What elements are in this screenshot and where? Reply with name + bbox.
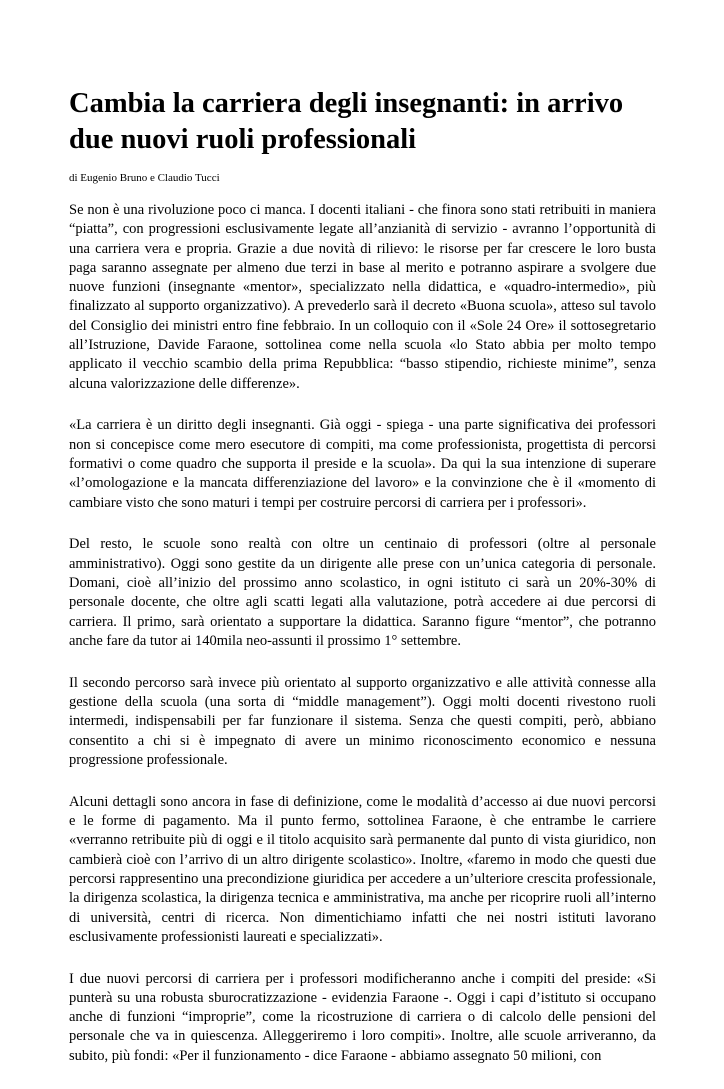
paragraph: Il secondo percorso sarà invece più orientato al supporto organizzativo e alle attività connesse alla gestione della scuola (una sorta di “middle management”). Oggi molti docenti rivestono ruoli intermedi, indispensabili per far funzionare il sistema. Senza che questi compiti, però, abbiano consentito a chi si è impegnato di avere un minimo riconoscimento economico e nessuna progressione professionale. [69, 674, 656, 768]
paragraph: Se non è una rivoluzione poco ci manca. I docenti italiani - che finora sono stati retribuiti in maniera “piatta”, con progressioni esclusivamente legate all’anzianità di servizio - avranno l’opportunità di una carriera vera e propria. Grazie a due novità di rilievo: le risorse per far crescere le loro busta paga saranno assegnate per almeno due terzi in base al merito e potranno aspirare a svolgere due nuove funzioni (insegnante «mentor», specializzato nella didattica, e «quadro-intermedio», più finalizzato al supporto organizzativo). A prevederlo sarà il decreto «Buona scuola», atteso sul tavolo del Consiglio dei ministri entro fine febbraio. In un colloquio con il «Sole 24 Ore» il sottosegretario all’Istruzione, Davide Faraone, sottolinea come nella scuola «lo Stato abbia per molto tempo applicato il vecchio scambio della prima Repubblica: “basso stipendio, richieste minime”, senza alcuna valorizzazione delle differenze». [69, 202, 656, 392]
article-body [69, 201, 656, 1089]
paragraph: Del resto, le scuole sono realtà con oltre un centinaio di professori (oltre al personale amministrativo). Oggi sono gestite da un dirigente alle prese con un’unica categoria di personale. Domani, cioè all’inizio del prossimo anno scolastico, in ogni istituto ci sarà un 20%-30% di personale docente, che oltre agli scatti legati alla valutazione, potrà accedere ai due percorsi di carriera. Il primo, sarà orientato a supportare la didattica. Saranno figure “mentor”, che potranno anche fare da tutor ai 140mila neo-assunti il prossimo 1° settembre. [69, 536, 656, 649]
paragraph: «La carriera è un diritto degli insegnanti. Già oggi - spiega - una parte significativa dei professori non si concepisce come mero esecutore di compiti, ma come professionista, progettista di percorsi formativi o come quadro che supporta il preside e la scuola». Da qui la sua intenzione di superare «l’omologazione e la mancata differenziazione del lavoro» e la convinzione che è il «momento di cambiare visto che sono maturi i tempi per costruire percorsi di carriera per i professori». [69, 417, 656, 511]
article-byline: di Eugenio Bruno e Claudio Tucci [69, 172, 220, 184]
paragraph: Alcuni dettagli sono ancora in fase di definizione, come le modalità d’accesso ai due nuovi percorsi e le forme di pagamento. Ma il punto fermo, sottolinea Faraone, è che entrambe le carriere «verranno retribuite più di oggi e il titolo acquisito sarà permanente dal punto di vista giuridico, non cambierà cioè con l’arrivo di un altro dirigente scolastico». Inoltre, «faremo in modo che questi due percorsi rappresentino una precondizione giuridica per accedere a un’ulteriore crescita professionale, la dirigenza scolastica, la dirigenza tecnica e amministrativa, ma anche per ricoprire ruoli all’interno di università, centri di ricerca. Non dimentichiamo infatti che nei nostri istituti lavorano esclusivamente professionisti laureati e specializzati». [69, 793, 656, 945]
paragraph: I due nuovi percorsi di carriera per i professori modificheranno anche i compiti del preside: «Si punterà su una robusta sburocratizzazione - evidenzia Faraone -. Oggi i capi d’istituto si occupano anche di funzioni “improprie”, come la ricostruzione di carriera o di calcolo delle pensioni del personale che va in quiescenza. Alleggeriremo i loro compiti». Inoltre, alle scuole arriveranno, da subito, più fondi: «Per il funzionamento - dice Faraone - abbiamo assegnato 50 milioni, con [69, 970, 656, 1064]
article-title: Cambia la carriera degli insegnanti: in arrivo due nuovi ruoli professionali [69, 88, 624, 155]
